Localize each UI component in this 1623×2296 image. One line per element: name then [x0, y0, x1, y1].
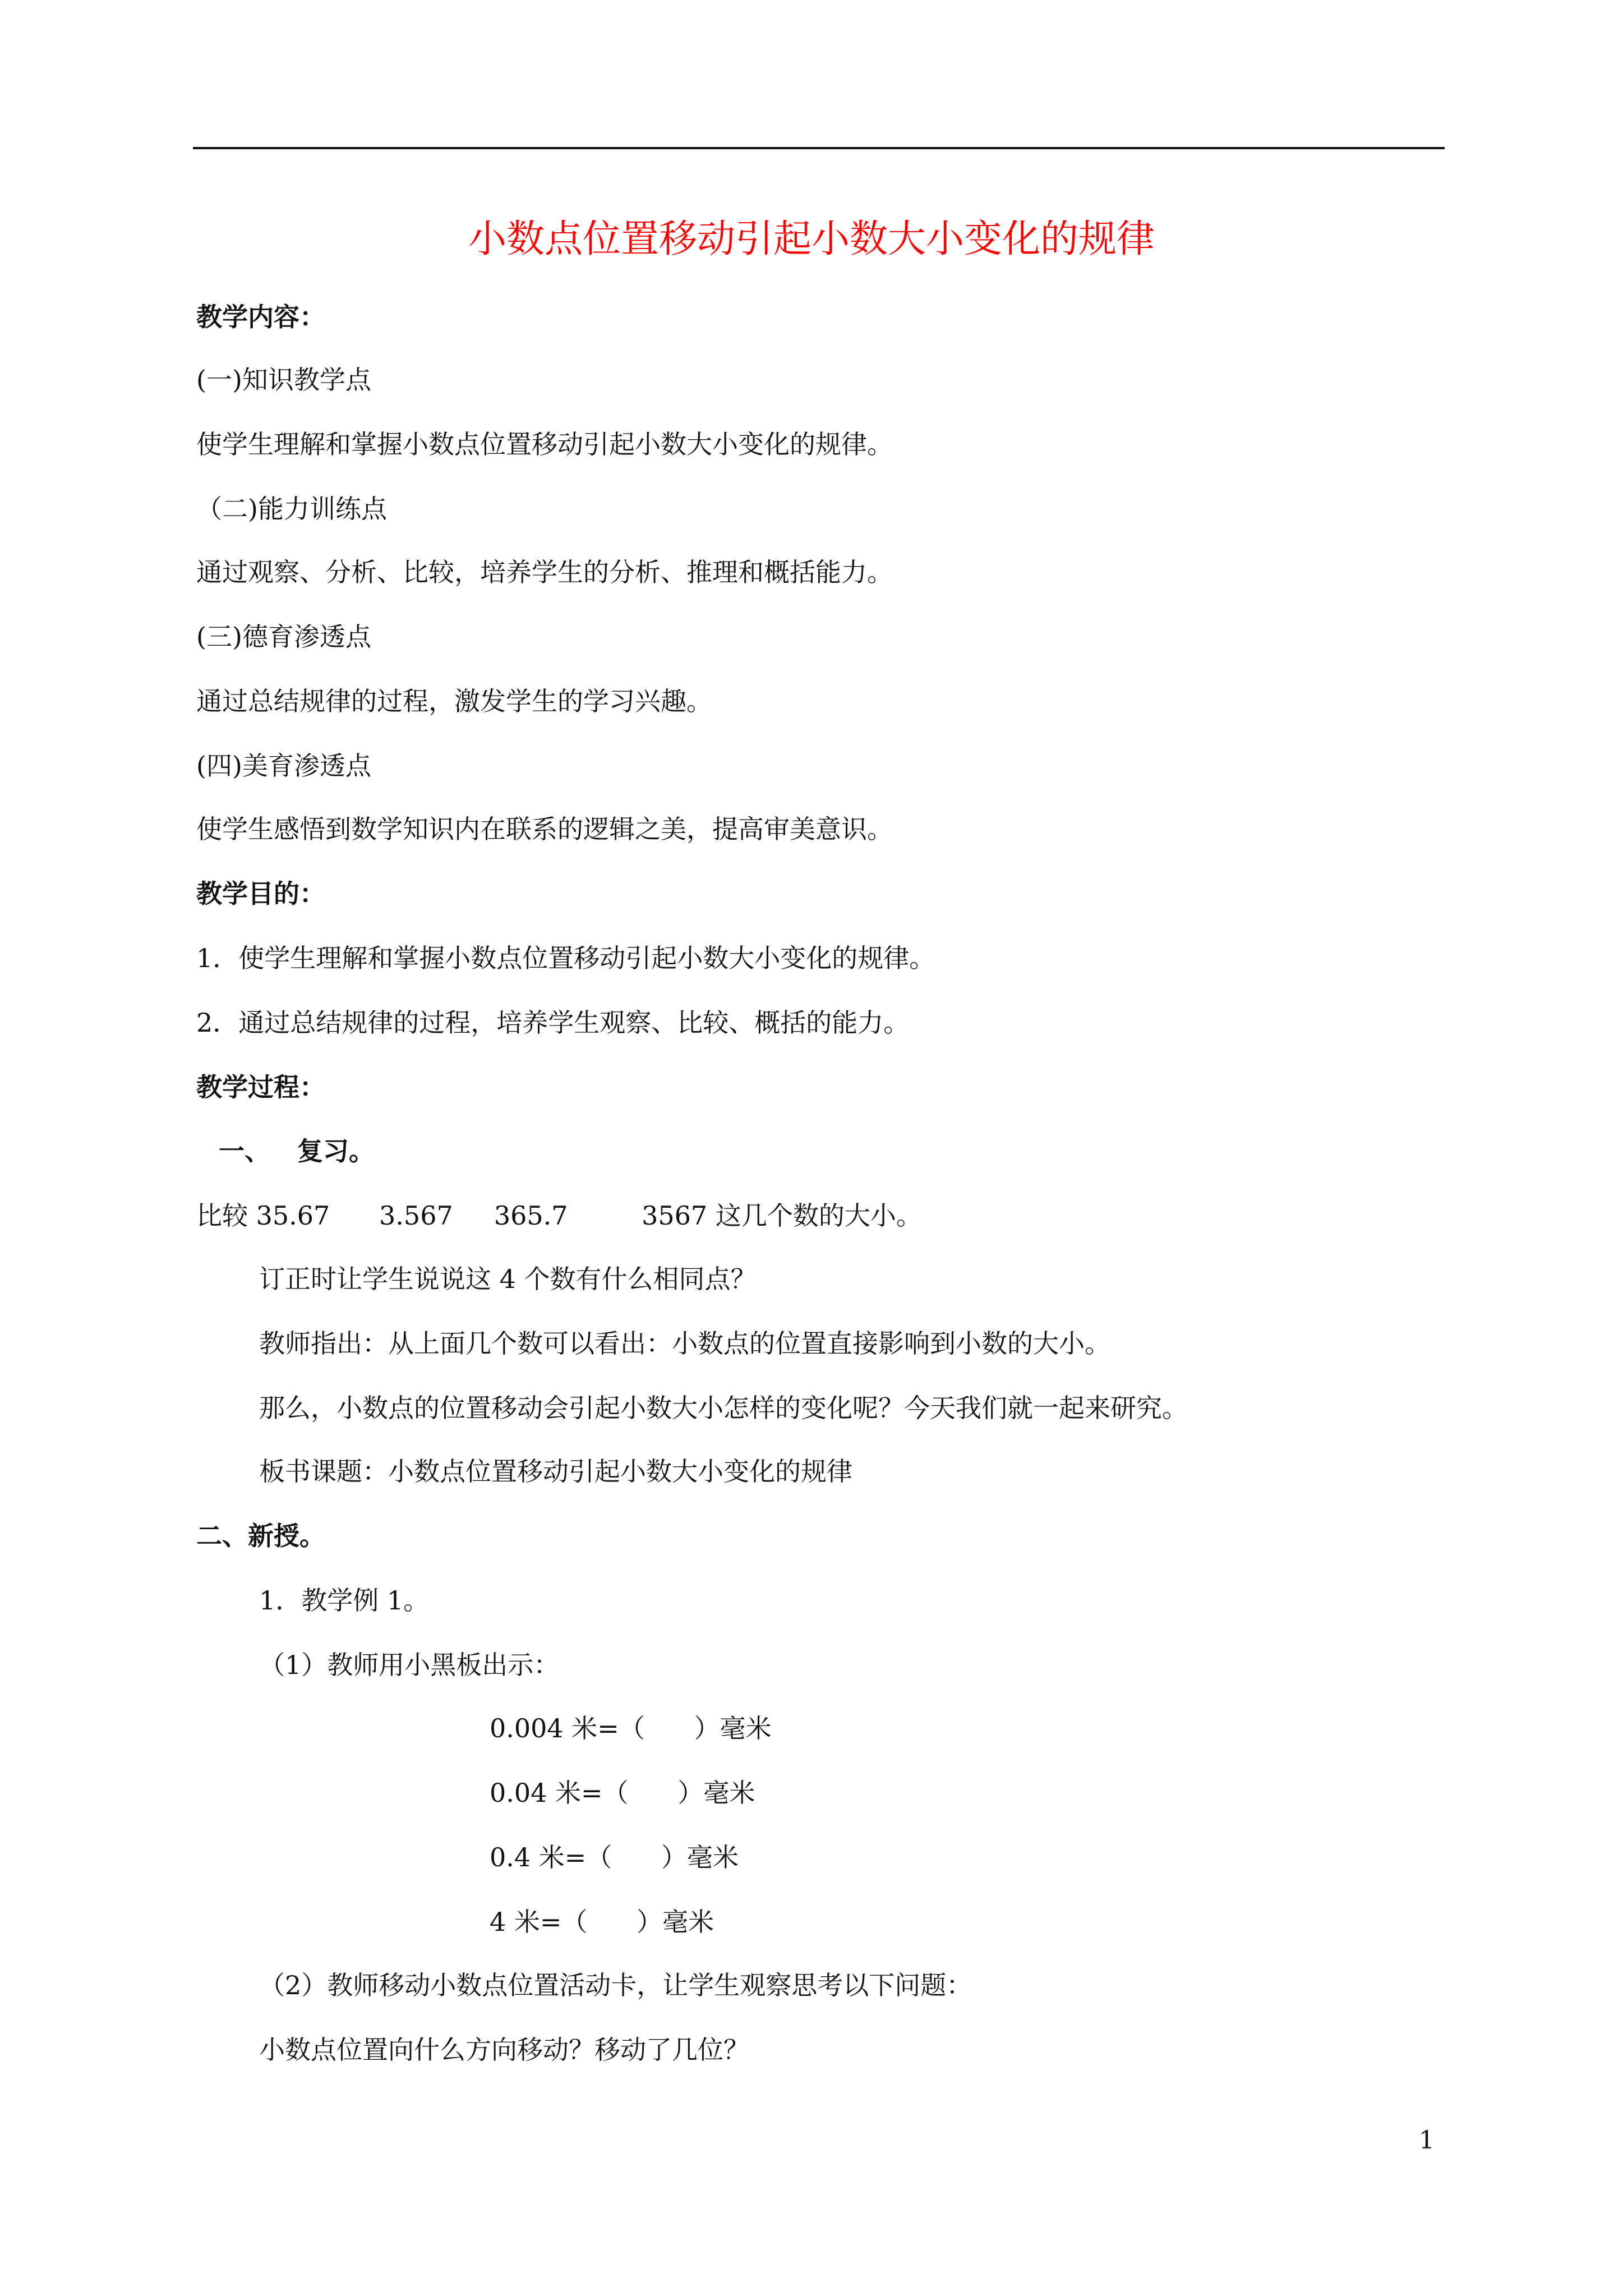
question-text: 小数点位置向什么方向移动？移动了几位？: [259, 2035, 749, 2065]
document-title: 小数点位置移动引起小数大小变化的规律: [468, 217, 1155, 261]
knowledge-text: 使学生理解和掌握小数点位置移动引起小数大小变化的规律。: [196, 429, 893, 459]
goal-1: 1．使学生理解和掌握小数点位置移动引起小数大小变化的规律。: [196, 943, 935, 973]
step-2: （2）教师移动小数点位置活动卡，让学生观察思考以下问题：: [259, 1970, 972, 2000]
board-title: 板书课题：小数点位置移动引起小数大小变化的规律: [259, 1456, 852, 1487]
conversion-2: 0.04 米=（ ）毫米: [490, 1778, 755, 1808]
aesthetic-heading: (四)美育渗透点: [196, 751, 371, 781]
page-number: 1: [1419, 2126, 1435, 2155]
conversion-3: 0.4 米=（ ）毫米: [490, 1842, 739, 1872]
conversion-4: 4 米=（ ）毫米: [490, 1907, 714, 1937]
header-rule: [193, 147, 1445, 149]
process-heading: 教学过程：: [196, 1072, 325, 1102]
example-1: 1．教学例 1。: [259, 1585, 430, 1616]
transition-text: 那么，小数点的位置移动会引起小数大小怎样的变化呢？今天我们就一起来研究。: [259, 1393, 1188, 1423]
step-1: （1）教师用小黑板出示：: [259, 1650, 560, 1680]
content-heading: 教学内容：: [196, 302, 325, 332]
moral-heading: (三)德育渗透点: [196, 622, 371, 652]
knowledge-heading: (一)知识教学点: [196, 365, 371, 395]
new-heading: 二、新授。: [196, 1521, 325, 1551]
review-question: 订正时让学生说说这 4 个数有什么相同点？: [259, 1264, 757, 1294]
compare-line: 比较 35.67 3.567 365.7 3567 这几个数的大小。: [196, 1200, 922, 1231]
moral-text: 通过总结规律的过程，激发学生的学习兴趣。: [196, 686, 712, 716]
teacher-point: 教师指出：从上面几个数可以看出：小数点的位置直接影响到小数的大小。: [259, 1328, 1110, 1359]
aesthetic-text: 使学生感悟到数学知识内在联系的逻辑之美，提高审美意识。: [196, 814, 893, 844]
conversion-1: 0.004 米=（ ）毫米: [490, 1713, 772, 1743]
ability-text: 通过观察、分析、比较，培养学生的分析、推理和概括能力。: [196, 557, 893, 587]
goals-heading: 教学目的：: [196, 878, 325, 909]
ability-heading: （二)能力训练点: [196, 494, 387, 524]
goal-2: 2．通过总结规律的过程，培养学生观察、比较、概括的能力。: [196, 1007, 910, 1038]
review-heading: 一、 复习。: [219, 1136, 375, 1166]
